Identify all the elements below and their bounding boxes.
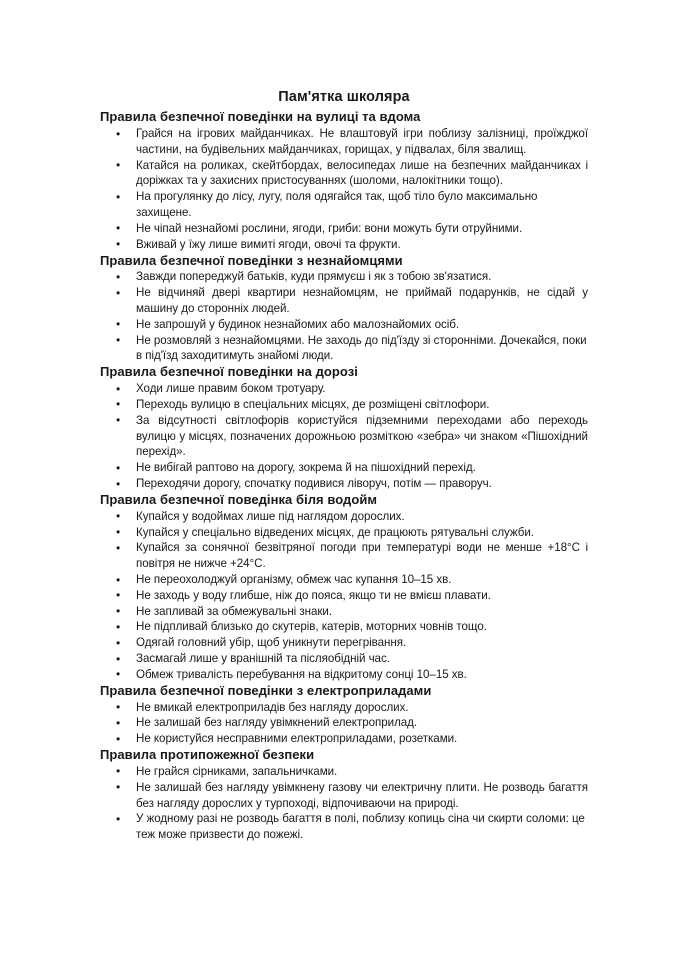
bullet-list-street-and-home: [100, 126, 588, 253]
list-item: • Переходячи дорогу, спочатку подивися ліворуч, потім — праворуч.: [100, 476, 588, 492]
list-item: • Ходи лише правим боком тротуару.: [100, 381, 588, 397]
bullet-list-strangers: [100, 269, 588, 364]
list-item: • Не відчиняй двері квартири незнайомцям, не приймай подарунків, не сідай у машину до сторонніх людей.: [100, 285, 588, 317]
list-item: • Не залишай без нагляду увімкнений електроприлад.: [100, 715, 588, 731]
section-water: [100, 492, 588, 683]
section-strangers: [100, 253, 588, 365]
list-item: • Не запливай за обмежувальні знаки.: [100, 604, 588, 620]
section-heading-street-and-home: Правила безпечної поведінки на вулиці та вдома: [100, 109, 421, 125]
bullet-list-road: [100, 381, 588, 492]
list-item: • Одягай головний убір, щоб уникнути перегрівання.: [100, 635, 588, 651]
section-heading-electrical: Правила безпечної поведінки з електроприладами: [100, 682, 432, 698]
list-item: • Не розмовляй з незнайомцями. Не заходь до під'їзду зі сторонніми. Дочекайся, поки в під'їзд заходитимуть знайомі люди.: [100, 333, 588, 365]
section-street-and-home: [100, 109, 588, 252]
list-item: • На прогулянку до лісу, лугу, поля одягайся так, щоб тіло було максимально захищене.: [100, 189, 588, 221]
list-item: • Грайся на ігрових майданчиках. Не влаштовуй ігри поблизу залізниці, проїжджої частини, на будівельних майданчиках, горищах, у підвалах, біля звалищ.: [100, 126, 588, 158]
list-item: • Не чіпай незнайомі рослини, ягоди, гриби: вони можуть бути отруйними.: [100, 221, 588, 237]
bullet-list-fire: [100, 764, 588, 843]
bullet-list-water: [100, 509, 588, 683]
list-item: • Купайся у спеціально відведених місцях, де працюють рятувальні служби.: [100, 525, 588, 541]
section-road: [100, 364, 588, 492]
list-item: • У жодному разі не розводь багаття в полі, поблизу копиць сіна чи скирти соломи: це теж може призвести до пожежі.: [100, 811, 588, 843]
list-item: • Не переохолоджуй організму, обмеж час купання 10–15 хв.: [100, 572, 588, 588]
list-item: • Не запрошуй у будинок незнайомих або малознайомих осіб.: [100, 317, 588, 333]
list-item: • Засмагай лише у вранішній та післяобідній час.: [100, 651, 588, 667]
page-title: Пам'ятка школяра: [278, 89, 410, 105]
list-item: • Не користуйся несправними електроприладами, розетками.: [100, 731, 588, 747]
section-electrical: [100, 683, 588, 747]
list-item: • За відсутності світлофорів користуйся підземними переходами або переходь вулицю у місцях, позначених дорожньою розміткою «зебра» чи знаком «Пішохідний перехід».: [100, 413, 588, 460]
list-item: • Завжди попереджуй батьків, куди прямуєш і як з тобою зв'язатися.: [100, 269, 588, 285]
section-fire: [100, 747, 588, 843]
section-heading-strangers: Правила безпечної поведінки з незнайомцями: [100, 252, 403, 268]
list-item: • Вживай у їжу лише вимиті ягоди, овочі та фрукти.: [100, 237, 588, 253]
list-item: • Не вмикай електроприладів без нагляду дорослих.: [100, 700, 588, 716]
list-item: • Купайся у водоймах лише під наглядом дорослих.: [100, 509, 588, 525]
list-item: • Не залишай без нагляду увімкнену газову чи електричну плити. Не розводь багаття без нагляду дорослих у турпоході, відпочиваючи на природі.: [100, 780, 588, 812]
list-item: • Переходь вулицю в спеціальних місцях, де розміщені світлофори.: [100, 397, 588, 413]
list-item: • Не заходь у воду глибше, ніж до пояса, якщо ти не вмієш плавати.: [100, 588, 588, 604]
list-item: • Не грайся сірниками, запальничками.: [100, 764, 588, 780]
list-item: • Не вибігай раптово на дорогу, зокрема й на пішохідний перехід.: [100, 460, 588, 476]
section-heading-fire: Правила протипожежної безпеки: [100, 747, 315, 763]
list-item: • Катайся на роликах, скейтбордах, велосипедах лише на безпечних майданчиках і доріжках та у захисних пристосуваннях (шоломи, налокітники тощо).: [100, 158, 588, 190]
section-heading-water: Правила безпечної поведінка біля водойм: [100, 491, 378, 507]
section-heading-road: Правила безпечної поведінки на дорозі: [100, 364, 358, 380]
list-item: • Обмеж тривалість перебування на відкритому сонці 10–15 хв.: [100, 667, 588, 683]
list-item: • Купайся за сонячної безвітряної погоди при температурі води не менше +18°C і повітря не нижче +24°C.: [100, 540, 588, 572]
bullet-list-electrical: [100, 700, 588, 747]
list-item: • Не підпливай близько до скутерів, катерів, моторних човнів тощо.: [100, 619, 588, 635]
